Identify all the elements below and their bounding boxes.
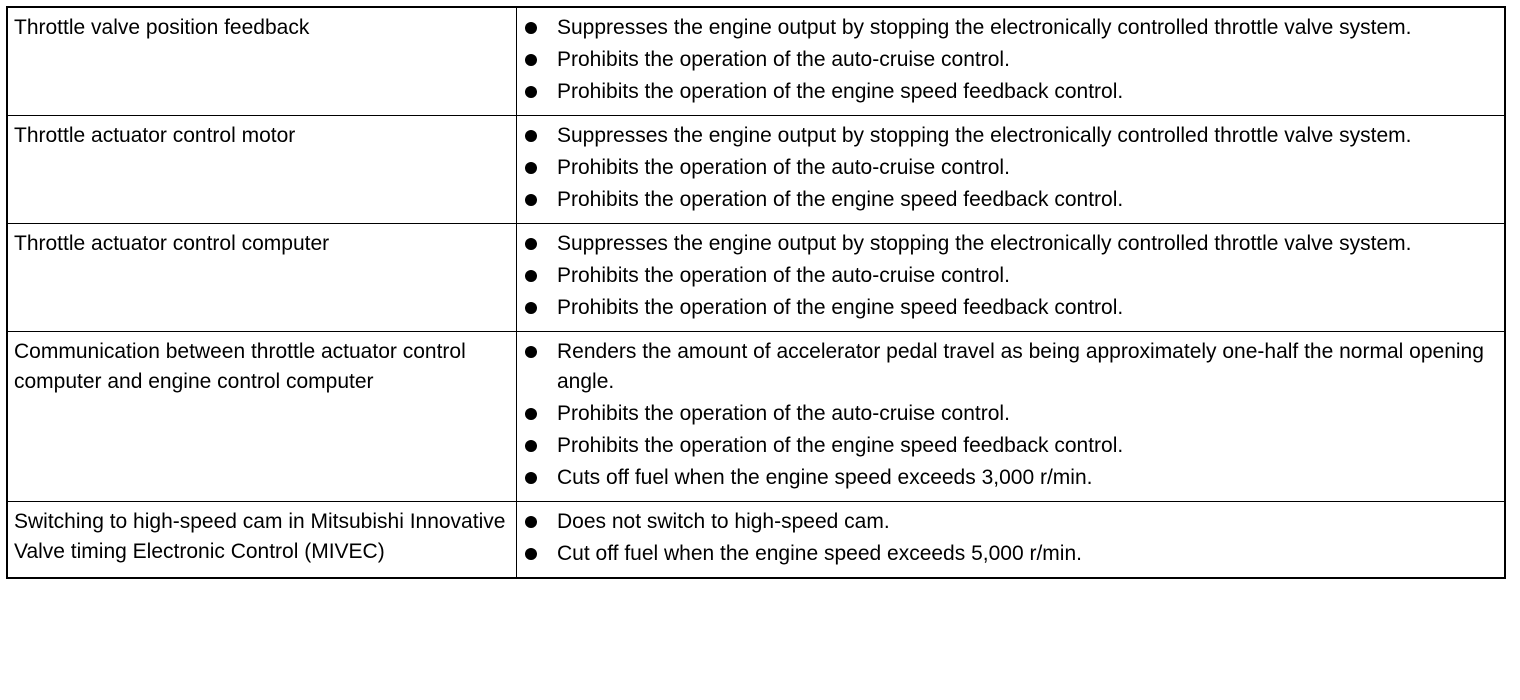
action-cell: [517, 332, 1506, 502]
bullet-icon: [525, 130, 537, 142]
action-text: Prohibits the operation of the auto-cruise control.: [557, 48, 1010, 71]
bullet-icon: [525, 408, 537, 420]
action-item: [523, 261, 1498, 291]
bullet-icon: [525, 194, 537, 206]
action-item: [523, 431, 1498, 461]
action-list: [523, 121, 1498, 215]
action-text: Prohibits the operation of the engine speed feedback control.: [557, 296, 1124, 319]
action-text: Cut off fuel when the engine speed exceeds 5,000 r/min.: [557, 542, 1082, 565]
action-item: [523, 13, 1498, 43]
item-cell: Throttle valve position feedback: [7, 7, 517, 116]
bullet-icon: [525, 302, 537, 314]
action-item: [523, 293, 1498, 323]
table-row: [7, 224, 1505, 332]
fail-safe-table-container: [6, 6, 1506, 579]
bullet-icon: [525, 162, 537, 174]
item-cell: Throttle actuator control computer: [7, 224, 517, 332]
item-cell: Switching to high-speed cam in Mitsubishi Innovative Valve timing Electronic Control (MIVEC): [7, 502, 517, 579]
fail-safe-table: [6, 6, 1506, 579]
bullet-icon: [525, 22, 537, 34]
action-cell: [517, 224, 1506, 332]
action-cell: [517, 116, 1506, 224]
table-row: [7, 7, 1505, 116]
action-item: [523, 507, 1498, 537]
action-item: [523, 229, 1498, 259]
action-item: [523, 121, 1498, 151]
action-text: Prohibits the operation of the auto-cruise control.: [557, 264, 1010, 287]
action-list: [523, 507, 1498, 569]
action-list: [523, 337, 1498, 493]
action-text: Renders the amount of accelerator pedal travel as being approximately one-half the normal opening angle.: [557, 340, 1484, 393]
action-item: [523, 45, 1498, 75]
action-item: [523, 337, 1498, 397]
bullet-icon: [525, 86, 537, 98]
action-text: Cuts off fuel when the engine speed exceeds 3,000 r/min.: [557, 466, 1093, 489]
bullet-icon: [525, 346, 537, 358]
bullet-icon: [525, 238, 537, 250]
action-cell: [517, 7, 1506, 116]
action-text: Suppresses the engine output by stopping the electronically controlled throttle valve system.: [557, 124, 1412, 147]
action-list: [523, 13, 1498, 107]
table-row: [7, 502, 1505, 579]
bullet-icon: [525, 472, 537, 484]
action-text: Suppresses the engine output by stopping the electronically controlled throttle valve system.: [557, 232, 1412, 255]
action-text: Prohibits the operation of the engine speed feedback control.: [557, 434, 1124, 457]
action-item: [523, 539, 1498, 569]
item-cell: Communication between throttle actuator control computer and engine control computer: [7, 332, 517, 502]
action-item: [523, 185, 1498, 215]
bullet-icon: [525, 548, 537, 560]
bullet-icon: [525, 516, 537, 528]
action-text: Does not switch to high-speed cam.: [557, 510, 890, 533]
action-item: [523, 153, 1498, 183]
table-row: [7, 116, 1505, 224]
action-text: Prohibits the operation of the engine speed feedback control.: [557, 188, 1124, 211]
table-row: [7, 332, 1505, 502]
action-text: Suppresses the engine output by stopping the electronically controlled throttle valve system.: [557, 16, 1412, 39]
action-text: Prohibits the operation of the auto-cruise control.: [557, 402, 1010, 425]
item-cell: Throttle actuator control motor: [7, 116, 517, 224]
action-text: Prohibits the operation of the auto-cruise control.: [557, 156, 1010, 179]
action-item: [523, 399, 1498, 429]
action-text: Prohibits the operation of the engine speed feedback control.: [557, 80, 1124, 103]
action-list: [523, 229, 1498, 323]
action-cell: [517, 502, 1506, 579]
bullet-icon: [525, 440, 537, 452]
bullet-icon: [525, 54, 537, 66]
action-item: [523, 463, 1498, 493]
action-item: [523, 77, 1498, 107]
bullet-icon: [525, 270, 537, 282]
